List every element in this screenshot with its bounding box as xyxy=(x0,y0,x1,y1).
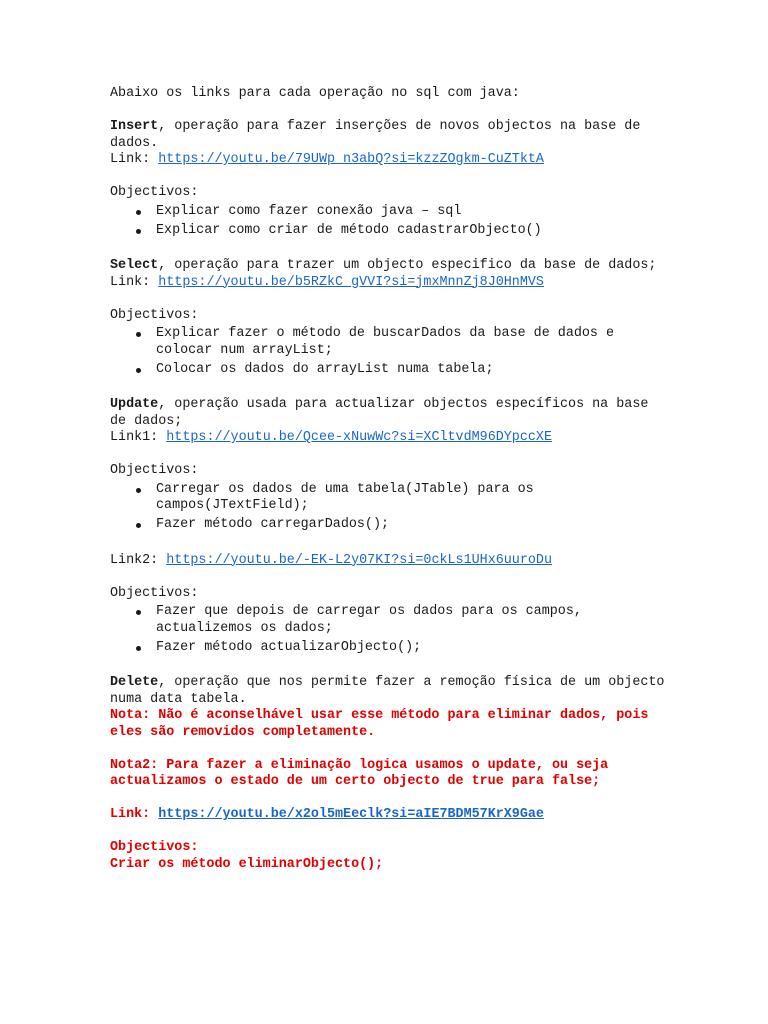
list-item: Fazer método actualizarObjecto(); xyxy=(156,640,670,657)
update-link2-label: Link2: xyxy=(110,552,159,568)
list-item: Carregar os dados de uma tabela(JTable) para os campos(JTextField); xyxy=(156,482,670,515)
select-link[interactable]: https://youtu.be/b5RZkC_gVVI?si=jmxMnnZj8J0HnMVS xyxy=(158,274,544,290)
delete-description: , operação que nos permite fazer a remoção física de um objecto numa data tabela. xyxy=(110,675,665,707)
update-link2-line xyxy=(110,553,670,570)
list-item: Explicar fazer o método de buscarDados da base de dados e colocar num arrayList; xyxy=(156,326,670,359)
update-description: , operação usada para actualizar objectos específicos na base de dados; xyxy=(110,397,649,429)
insert-objectives-list xyxy=(110,204,670,240)
delete-logical-note: Nota2: Para fazer a eliminação logica usamos o update, ou seja actualizamos o estado de um certo objecto de true para false; xyxy=(110,757,609,789)
insert-link[interactable]: https://youtu.be/79UWp_n3abQ?si=kzzZOgkm-CuZTktA xyxy=(158,152,544,167)
select-objectives-label: Objectivos: xyxy=(110,307,199,323)
select-label: Select xyxy=(110,258,159,273)
intro-text: Abaixo os links para cada operação no sql com java: xyxy=(110,86,520,101)
select-section xyxy=(110,258,670,275)
list-item: Colocar os dados do arrayList numa tabela; xyxy=(156,362,670,379)
insert-description: , operação para fazer inserções de novos objectos na base de dados. xyxy=(110,119,641,151)
insert-link-label: Link: xyxy=(110,152,151,167)
delete-link-label: Link: xyxy=(110,807,151,822)
delete-section xyxy=(110,675,670,708)
update-link1-label: Link1: xyxy=(110,430,159,445)
update-link1[interactable]: https://youtu.be/Qcee-xNuwWc?si=XCltvdM96DYpccXE xyxy=(166,430,552,445)
update-label: Update xyxy=(110,397,159,412)
update-link2[interactable]: https://youtu.be/-EK-L2y07KI?si=0ckLs1UHx6uuroDu xyxy=(166,552,552,568)
delete-warning-note: Nota: Não é aconselhável usar esse método para eliminar dados, pois eles são removidos completamente. xyxy=(110,708,649,740)
list-item: Fazer que depois de carregar os dados para os campos, actualizemos os dados; xyxy=(156,604,670,637)
insert-label: Insert xyxy=(110,119,159,134)
update-objectives1-label: Objectivos: xyxy=(110,463,199,478)
select-description: , operação para trazer um objecto especifico da base de dados; xyxy=(158,258,657,273)
delete-link[interactable]: https://youtu.be/x2ol5mEeclk?si=aIE7BDM57KrX9Gae xyxy=(158,807,544,822)
list-item: Explicar como criar de método cadastrarObjecto() xyxy=(156,223,670,240)
update-link1-line xyxy=(110,430,670,447)
update-objectives2-label: Objectivos: xyxy=(110,585,199,601)
select-link-line xyxy=(110,275,670,292)
select-link-label: Link: xyxy=(110,274,151,290)
delete-objective: Criar os método eliminarObjecto(); xyxy=(110,856,384,872)
update-objectives2-list xyxy=(110,604,670,656)
list-item: Fazer método carregarDados(); xyxy=(156,517,670,534)
document-body xyxy=(110,86,670,873)
delete-objectives-label: Objectivos: xyxy=(110,840,199,855)
update-objectives1-list xyxy=(110,482,670,534)
update-section xyxy=(110,397,670,430)
insert-section xyxy=(110,119,670,152)
delete-label: Delete xyxy=(110,675,159,690)
insert-objectives-label: Objectivos: xyxy=(110,185,199,200)
select-objectives-list xyxy=(110,326,670,378)
delete-link-line xyxy=(110,807,670,824)
list-item: Explicar como fazer conexão java – sql xyxy=(156,204,670,221)
insert-link-line xyxy=(110,152,670,169)
